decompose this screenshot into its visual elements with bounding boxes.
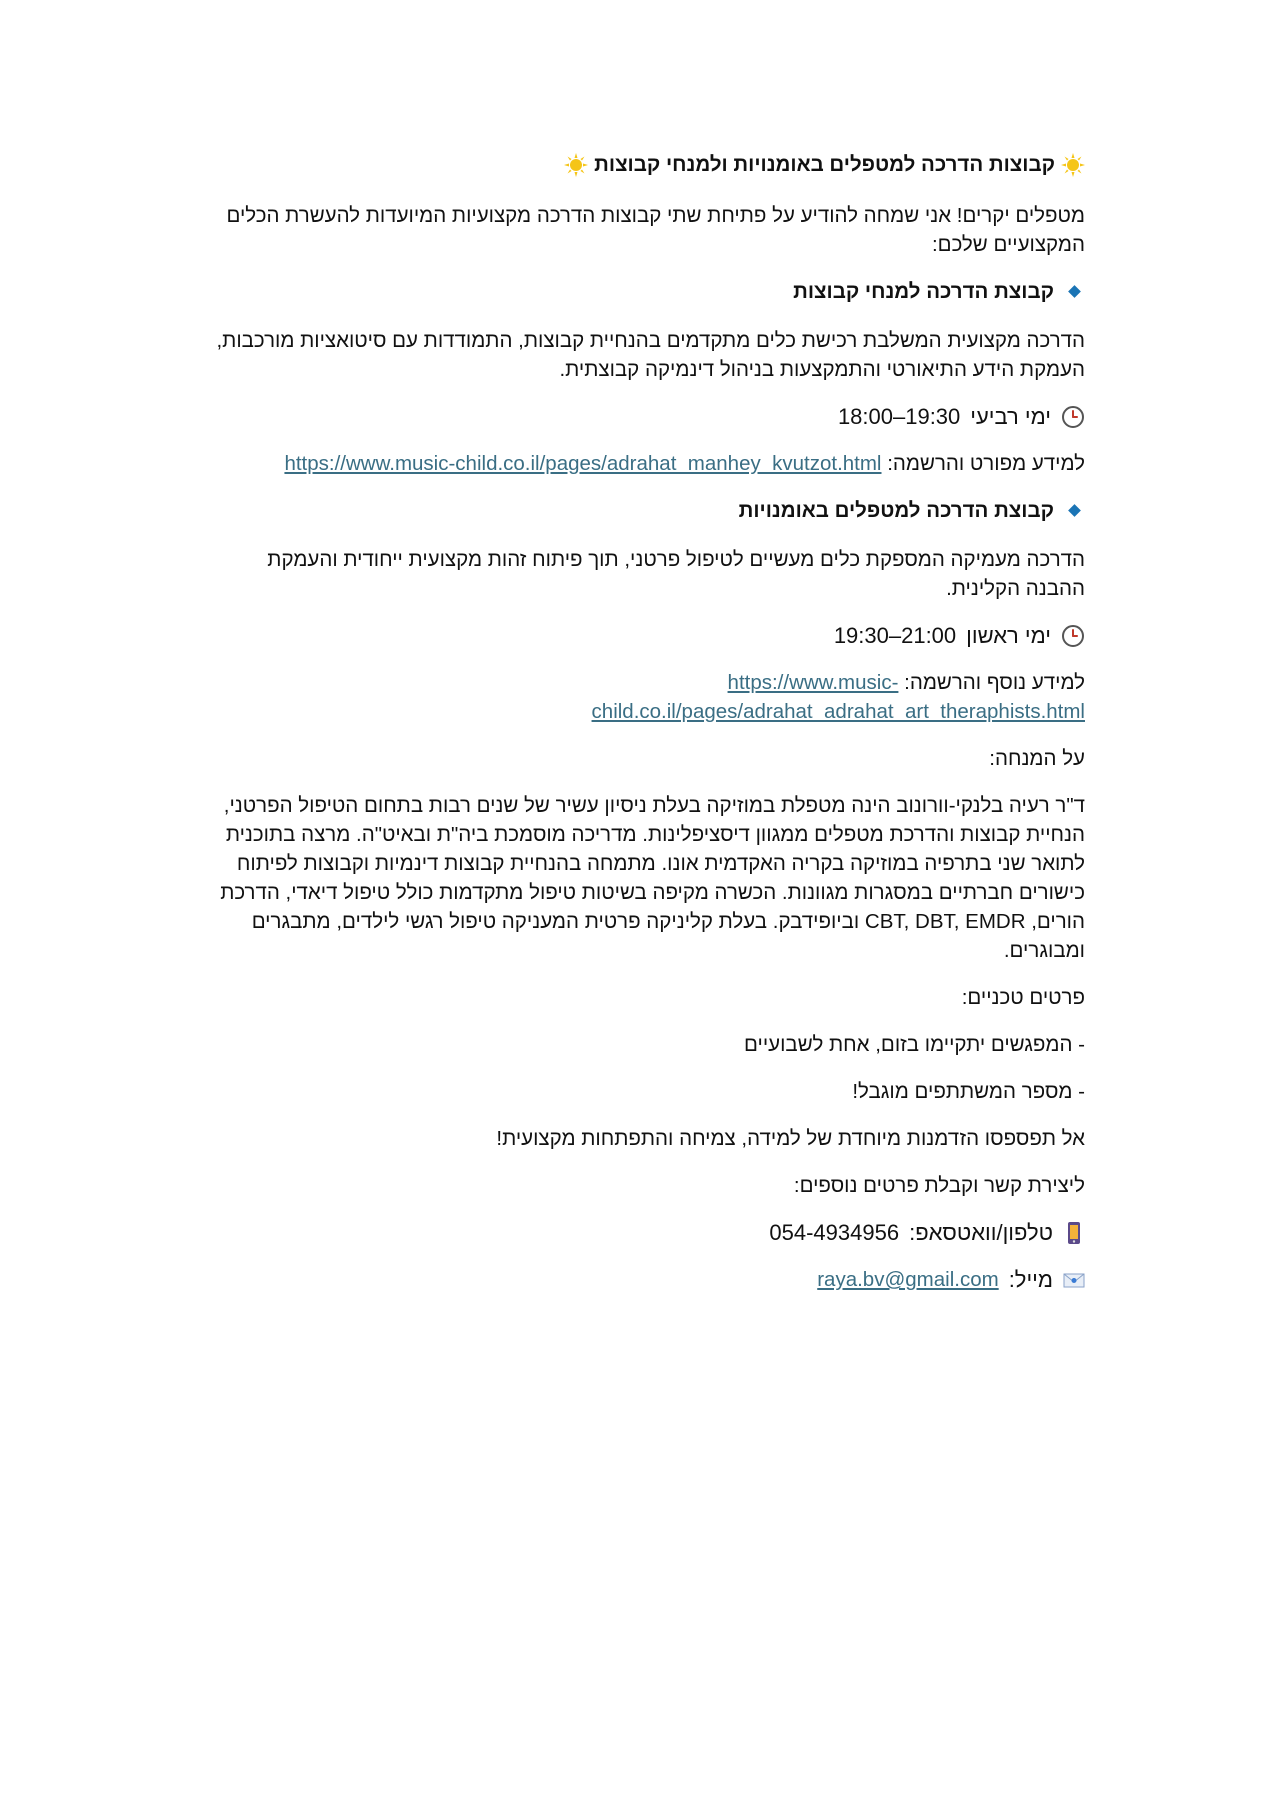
section-heading-art-therapists	[205, 496, 1085, 525]
section-heading-text: קבוצת הדרכה למטפלים באומנויות	[738, 499, 1054, 522]
about-paragraph: ד"ר רעיה בלנקי-וורונוב הינה מטפלת במוזיקה בעלת ניסיון עשיר של שנים רבות בתחום הטיפול הפרטני, הנחיית קבוצות והדרכת מטפלים ממגוון דיסציפלינות. מדריכה מוסמכת ביה"ת ובאיט"ה. מרצה בתוכנית לתואר שני בתרפיה במוזיקה בקריה האקדמית אונו. מתמחה בהנחיית קבוצות דינמיות וקבוצות לפיתוח כישורים חברתיים במסגרות מגוונות. הכשרה מקיפה בשיטות טיפול מתקדמות כולל טיפול דיאדי, הדרכת הורים, CBT, DBT, EMDR וביופידבק. בעלת קליניקה פרטית המעניקה טיפול רגשי לילדים, מתבגרים ומבוגרים.	[220, 794, 1085, 962]
sun-icon	[1061, 153, 1085, 177]
section-info-line	[205, 668, 1085, 726]
tech-item: - מספר המשתתפים מוגבל!	[852, 1080, 1085, 1103]
registration-link-part1[interactable]: https://www.music-	[727, 671, 899, 694]
about-label: על המנחה:	[989, 747, 1085, 770]
section-description: הדרכה מעמיקה המספקת כלים מעשיים לטיפול פרטני, תוך פיתוח זהות מקצועית ייחודית והעמקת ההבנה הקלינית.	[267, 548, 1085, 600]
envelope-icon	[1063, 1268, 1085, 1292]
email-label: מייל:	[1008, 1267, 1053, 1292]
clock-icon	[1061, 624, 1085, 648]
schedule-time: 19:30–21:00	[833, 623, 957, 648]
section-info-line	[205, 449, 1085, 478]
intro-paragraph: מטפלים יקרים! אני שמחה להודיע על פתיחת שתי קבוצות הדרכה מקצועיות המיועדות להעשרת הכלים המקצועיים שלכם:	[226, 204, 1085, 256]
phone-number[interactable]: 054-4934956	[769, 1220, 900, 1245]
mobile-phone-icon	[1063, 1221, 1085, 1245]
registration-link-part2[interactable]: child.co.il/pages/adrahat_adrahat_art_theraphists.html	[591, 700, 1085, 723]
email-link[interactable]: raya.bv@gmail.com	[817, 1268, 999, 1291]
section-heading-text: קבוצת הדרכה למנחי קבוצות	[793, 280, 1054, 303]
schedule-day: ימי רביעי	[970, 404, 1051, 429]
clock-icon	[1061, 405, 1085, 429]
document-title-row	[205, 150, 1085, 179]
registration-link[interactable]: https://www.music-child.co.il/pages/adrahat_manhey_kvutzot.html	[284, 452, 882, 475]
document-page	[205, 150, 1085, 1312]
info-label: למידע מפורט והרשמה:	[887, 452, 1085, 475]
tech-label: פרטים טכניים:	[961, 986, 1085, 1009]
closing-line: אל תפספסו הזדמנות מיוחדת של למידה, צמיחה והתפתחות מקצועית!	[496, 1127, 1085, 1150]
diamond-icon	[1068, 504, 1081, 517]
schedule-day: ימי ראשון	[966, 623, 1051, 648]
phone-label: טלפון/וואטסאפ:	[909, 1220, 1053, 1245]
section-schedule	[205, 621, 1085, 650]
contact-label: ליצירת קשר וקבלת פרטים נוספים:	[793, 1174, 1085, 1197]
email-line	[205, 1265, 1085, 1294]
tech-item: - המפגשים יתקיימו בזום, אחת לשבועיים	[744, 1033, 1085, 1056]
diamond-icon	[1068, 285, 1081, 298]
schedule-time: 18:00–19:30	[837, 404, 961, 429]
sun-icon	[564, 153, 588, 177]
section-schedule	[205, 402, 1085, 431]
info-label: למידע נוסף והרשמה:	[904, 671, 1085, 694]
document-title: קבוצות הדרכה למטפלים באומנויות ולמנחי קבוצות	[594, 153, 1055, 176]
section-heading-group-leaders	[205, 277, 1085, 306]
section-description: הדרכה מקצועית המשלבת רכישת כלים מתקדמים בהנחיית קבוצות, התמודדות עם סיטואציות מורכבות, העמקת הידע התיאורטי והתמקצעות בניהול דינמיקה קבוצתית.	[216, 329, 1085, 381]
phone-line	[205, 1218, 1085, 1247]
